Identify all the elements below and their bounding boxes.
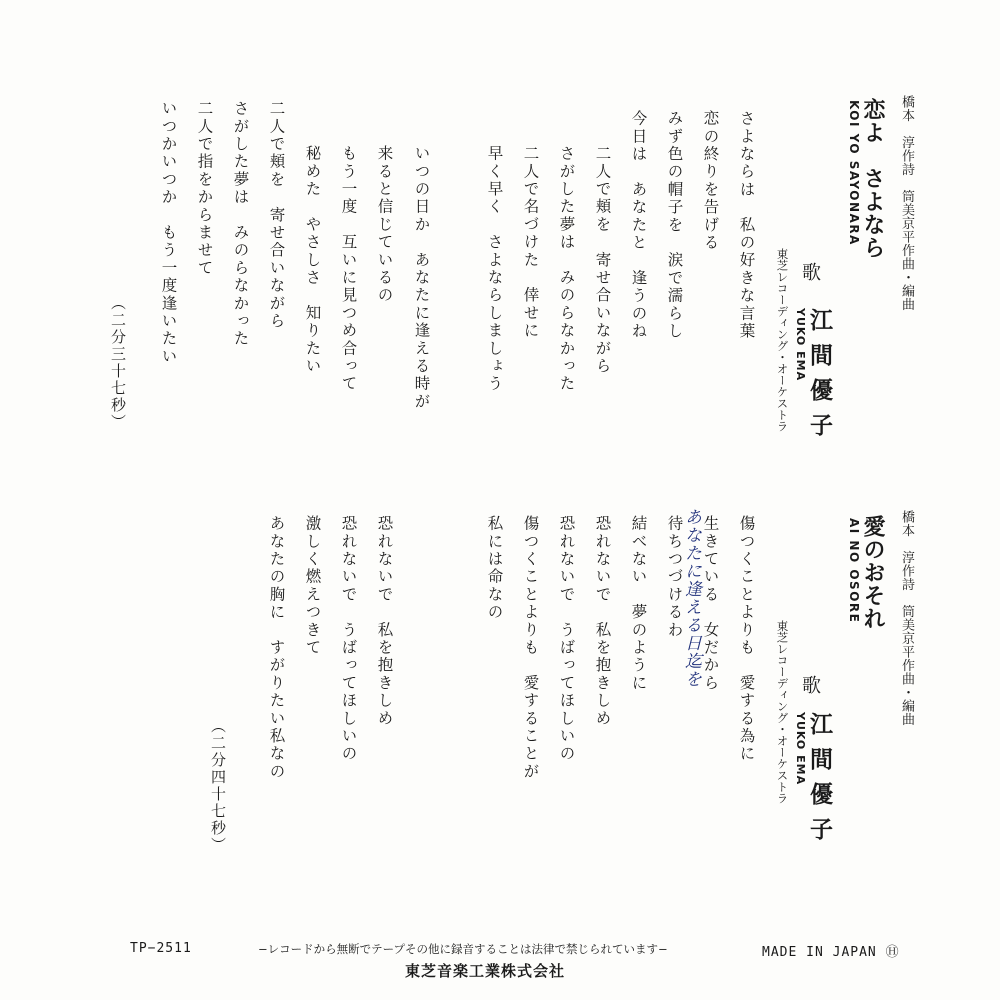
lyric-line: さよならは 私の好きな言葉 [737,110,756,341]
copyright-notice: −レコードから無断でテープその他に録音することは法律で禁じられています− [258,942,668,956]
handwritten-note: あなたに逢える日迄を [681,508,701,688]
song1-singer-romaji: YUKO EMA [794,308,807,382]
lyric-line: 二人で名づけた 倖せに [521,145,540,340]
lyric-line: 生きている 女だから [701,515,720,692]
lyric-line: もう一度 互いに見つめ合って [339,145,358,393]
song1-title: 恋よ さよなら [860,98,886,259]
lyric-line: 恐れないで 私を抱きしめ [593,515,612,728]
song1-romaji: KOI YO SAYONARA [847,100,861,246]
lyric-line: さがした夢は みのらなかった [557,145,576,393]
song2-romaji: AI NO OSORE [847,518,861,624]
catalog-number: TP−2511 [130,941,192,956]
lyric-line: あなたの胸に すがりたい私なの [267,515,286,781]
lyric-line: 二人で頬を 寄せ合いながら [267,100,286,331]
song2-composer: 筒美京平作曲・編曲 [899,604,914,726]
lyric-line: 来ると信じているの [375,145,394,305]
song2-singer-label: 歌 [799,675,821,694]
song1-singer-label: 歌 [799,262,821,281]
lyric-line: 結べない 夢のように [629,515,648,692]
lyric-line: 今日は あなたと 逢うのね [629,110,648,341]
lyric-line: 恐れないで うばってほしいの [339,515,358,763]
song1-composer: 筒美京平作曲・編曲 [899,189,914,311]
song1-orchestra: 東芝レコーディング・オーケストラ [775,248,790,432]
song2-orchestra: 東芝レコーディング・オーケストラ [775,620,790,804]
lyric-line: 私には命なの [485,515,504,622]
lyric-line: 二人で指をからませて [195,100,214,277]
lyric-line: みず色の帽子を 涙で濡らし [665,110,684,341]
lyric-line: いつの日か あなたに逢える時が [412,145,431,411]
lyric-line: 傷つくことよりも 愛することが [521,515,540,781]
lyric-line: 恐れないで うばってほしいの [557,515,576,763]
lyric-line: いつかいつか もう一度逢いたい [159,100,178,366]
song1-credits [900,95,913,311]
lyric-line: 恋の終りを告げる [701,110,720,252]
song2-title: 愛のおそれ [860,515,886,630]
lyric-line: 早く早く さよならしましょう [485,145,504,393]
lyric-line: 二人で頬を 寄せ合いながら [593,145,612,376]
lyric-line: 傷つくことよりも 愛する為に [737,515,756,763]
song2-credits [900,510,913,726]
song1-lyricist: 橋本 淳作詩 [899,95,914,176]
song2-singer-romaji: YUKO EMA [794,712,807,786]
song1-singer: 江間優子 [806,308,833,448]
lyric-line: 秘めた やさしさ 知りたい [303,145,322,376]
lyric-line: 激しく燃えつきて [303,515,322,657]
made-in-label [762,941,900,960]
made-in-text: MADE IN JAPAN [762,945,877,960]
lyric-line: 待ちつづけるわ [665,515,684,639]
song2-lyricist: 橋本 淳作詩 [899,510,914,591]
song1-duration: （二分三十七秒） [109,295,127,431]
song2-duration: （二分四十七秒） [209,718,227,854]
company-name: 東芝音楽工業株式会社 [405,962,566,980]
song2-singer: 江間優子 [806,712,833,852]
lyric-line: さがした夢は みのらなかった [231,100,250,348]
made-in-mark: Ⓗ [885,945,900,960]
lyric-line: 恐れないで 私を抱きしめ [375,515,394,728]
